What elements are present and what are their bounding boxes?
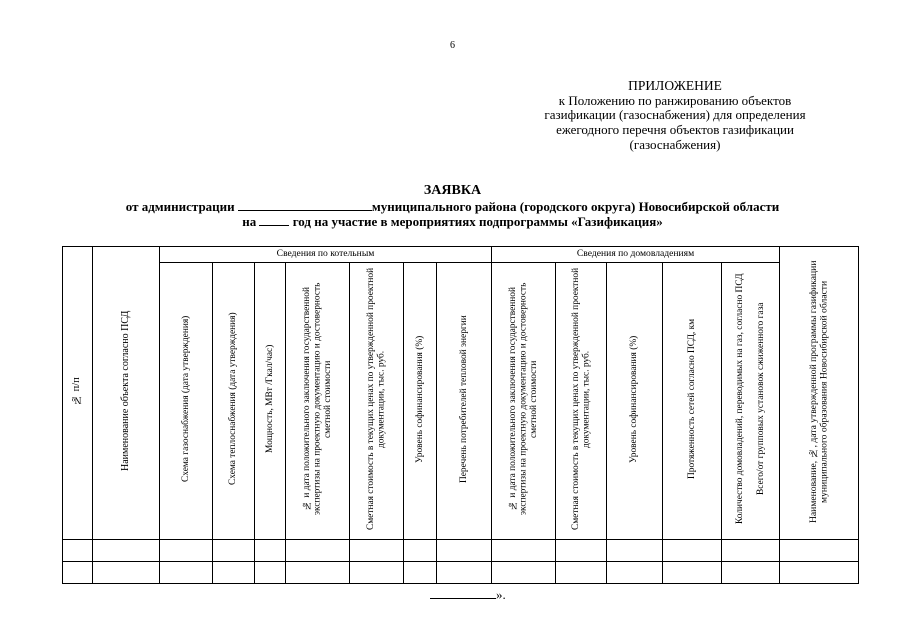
header-cofinancing-boilers: Уровень софинансирования (%)	[404, 263, 437, 540]
header-consumers: Перечень потребителей тепловой энергии	[437, 263, 492, 540]
table-row	[63, 562, 859, 584]
request-title: ЗАЯВКА	[423, 183, 482, 198]
header-capacity: Мощность, МВт /Гкал/час)	[255, 263, 286, 540]
header-network-length: Протяженность сетей согласно ПСД, км	[663, 263, 722, 540]
header-households-count: Количество домовладений, переводимых на газ, согласно ПСД Всего/от групповых установок сжиженного газа	[722, 263, 780, 540]
request-line-prefix: от администрации	[125, 198, 238, 214]
table-subheader-row	[63, 263, 859, 540]
header-expertise-households: № и дата положительного заключения государственной экспертизы на проектную документацию и достоверность сметной стоимости	[492, 263, 556, 540]
request-line-suffix: муниципального района (городского округа) Новосибирской области	[371, 198, 780, 214]
administration-blank	[238, 199, 372, 211]
footer-blank	[430, 586, 496, 599]
header-group-households: Сведения по домовладениям	[492, 247, 780, 263]
header-cofinancing-households: Уровень софинансирования (%)	[607, 263, 663, 540]
footer-line	[430, 586, 506, 603]
request-line-prefix: на	[242, 214, 260, 229]
appendix-line: ежегодного перечня объектов газификации	[556, 122, 794, 138]
header-estimate-households: Сметная стоимость в текущих ценах по утвержденной проектной документации, тыс. руб.	[556, 263, 607, 540]
appendix-line: к Положению по ранжированию объектов	[558, 92, 792, 108]
request-line-suffix: год на участие в мероприятиях подпрограммы «Газификация»	[289, 214, 663, 229]
table-row	[63, 540, 859, 562]
header-object-name: Наименование объекта согласно ПСД	[93, 247, 160, 540]
request-line-administration	[0, 199, 905, 215]
header-estimate-boilers: Сметная стоимость в текущих ценах по утвержденной проектной документации, тыс. руб.	[350, 263, 404, 540]
footer-suffix: ».	[496, 587, 506, 602]
header-expertise-boilers: № и дата положительного заключения государственной экспертизы на проектную документацию и достоверность сметной стоимости	[286, 263, 350, 540]
page-number: 6	[450, 40, 455, 51]
appendix-block	[505, 79, 845, 153]
header-program: Наименование, №, дата утвержденной программы газификации муниципального образования Новосибирской области	[780, 247, 859, 540]
request-header	[0, 183, 905, 230]
header-heat-scheme: Схема теплоснабжения (дата утверждения)	[213, 263, 255, 540]
appendix-line: (газоснабжения)	[629, 136, 721, 152]
appendix-heading: ПРИЛОЖЕНИЕ	[628, 78, 722, 93]
header-number: № п/п	[63, 247, 93, 540]
year-blank	[259, 214, 289, 226]
appendix-line: газификации (газоснабжения) для определения	[544, 107, 806, 123]
header-gas-scheme: Схема газоснабжения (дата утверждения)	[160, 263, 213, 540]
request-table	[62, 246, 859, 584]
table-header-row	[63, 247, 859, 263]
header-group-boilers: Сведения по котельным	[160, 247, 492, 263]
request-line-year	[0, 214, 905, 230]
